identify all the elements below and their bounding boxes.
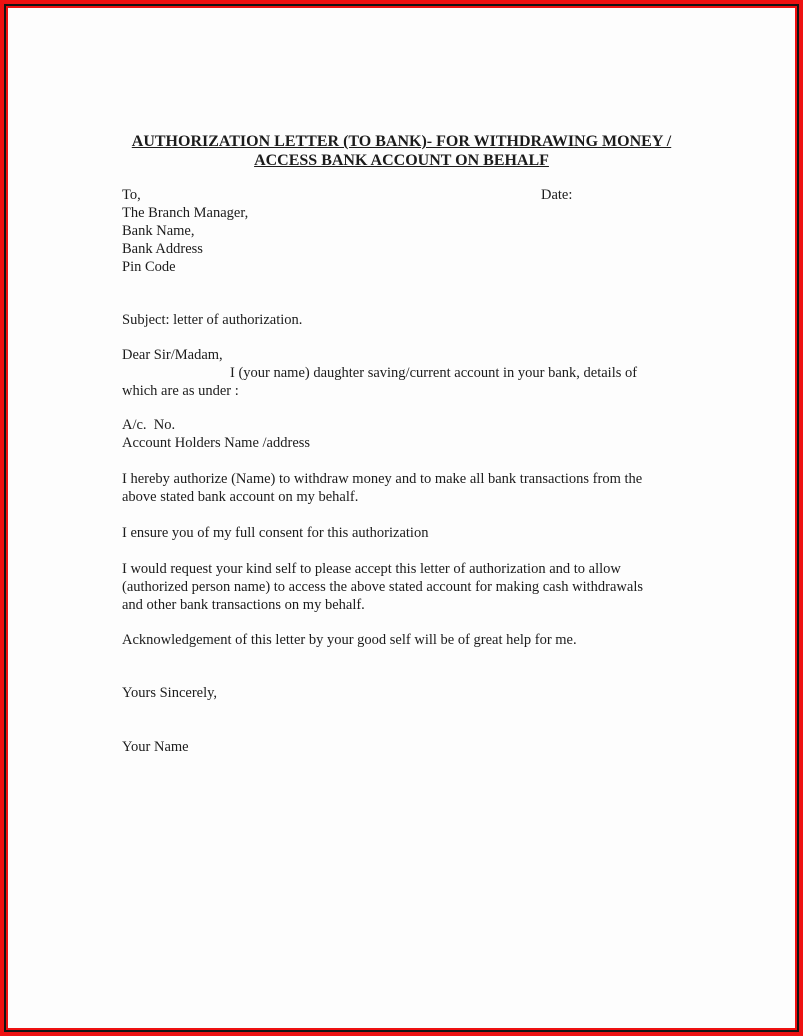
paragraph-line: I hereby authorize (Name) to withdraw money and to make all bank transactions from the <box>122 471 643 487</box>
signature-name: Your Name <box>122 739 189 755</box>
date-label: Date: <box>541 187 573 203</box>
letter-body <box>122 186 684 756</box>
recipient-line-branch-manager: The Branch Manager, <box>122 205 249 221</box>
salutation-line: Dear Sir/Madam, <box>122 347 223 363</box>
recipient-block <box>122 186 684 276</box>
closing-line: Yours Sincerely, <box>122 685 218 701</box>
paragraph-line: and other bank transactions on my behalf. <box>122 597 365 613</box>
recipient-line-bank-name: Bank Name, <box>122 223 195 239</box>
salutation-block <box>122 346 684 400</box>
paragraph-line: Acknowledgement of this letter by your good self will be of great help for me. <box>122 632 577 648</box>
paragraph-line: I would request your kind self to please accept this letter of authorization and to allow <box>122 561 621 577</box>
to-label: To, <box>122 187 141 203</box>
paragraph-line: I ensure you of my full consent for this authorization <box>122 525 429 541</box>
paragraph-line: (authorized person name) to access the above stated account for making cash withdrawals <box>122 579 643 595</box>
paragraph-consent <box>122 524 684 542</box>
paragraph-line: above stated bank account on my behalf. <box>122 489 359 505</box>
signature-block <box>122 738 684 756</box>
paragraph-request <box>122 560 684 614</box>
account-details-block <box>122 416 684 452</box>
recipient-line-pin-code: Pin Code <box>122 259 176 275</box>
closing-block <box>122 684 684 702</box>
intro-line-2: which are as under : <box>122 383 239 399</box>
account-number-line: A/c. No. <box>122 417 176 433</box>
paragraph-acknowledgement <box>122 631 684 649</box>
intro-line-1: I (your name) daughter saving/current account in your bank, details of <box>230 365 638 381</box>
letter-title-line-2: ACCESS BANK ACCOUNT ON BEHALF <box>254 152 549 169</box>
inner-black-frame <box>4 4 799 1032</box>
inner-red-frame <box>6 6 797 1030</box>
subject-line: Subject: letter of authorization. <box>122 312 303 328</box>
recipient-line-bank-address: Bank Address <box>122 241 203 257</box>
subject-block <box>122 311 684 329</box>
paragraph-authorize <box>122 470 684 506</box>
account-holder-line: Account Holders Name /address <box>122 435 311 451</box>
letter-title-line-1: AUTHORIZATION LETTER (TO BANK)- FOR WITHDRAWING MONEY / <box>131 133 672 150</box>
letter-title <box>8 132 795 170</box>
